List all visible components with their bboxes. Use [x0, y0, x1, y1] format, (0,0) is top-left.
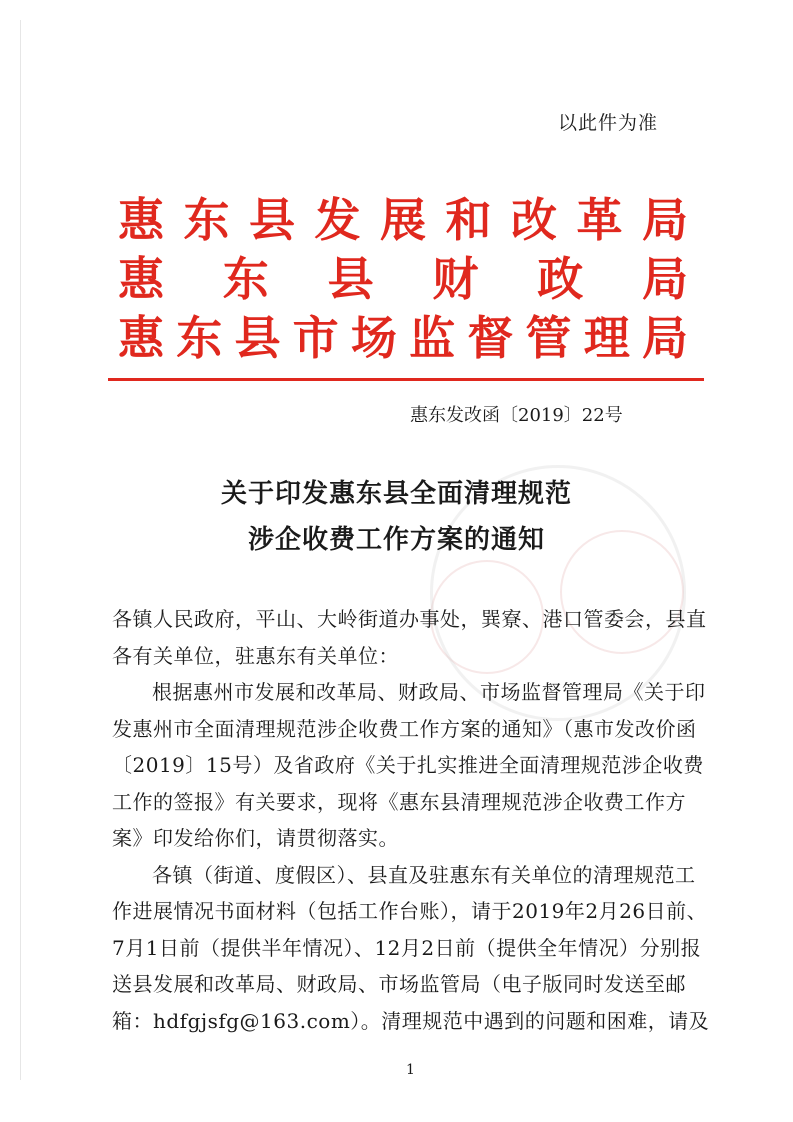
issuer-char: 理: [583, 311, 630, 365]
document-body: [112, 601, 712, 1039]
issuer-char: 局: [641, 311, 688, 365]
reference-note: 以此件为准: [558, 112, 659, 134]
issuer-char: 和: [445, 193, 492, 247]
issuer-char: 东: [222, 252, 269, 306]
issuer-char: 东: [176, 311, 223, 365]
document-title-line-1: 关于印发惠东县全面清理规范: [220, 479, 572, 509]
red-divider: [108, 378, 704, 381]
issuer-char: 惠: [118, 252, 164, 306]
issuer-char: 展: [380, 193, 426, 247]
issuer-char: 县: [234, 311, 281, 365]
addressee: 各镇人民政府，平山、大岭街道办事处，巽寮、港口管委会，县直各有关单位，驻惠东有关单位：: [112, 607, 707, 668]
issuer-char: 惠: [118, 193, 164, 247]
issuer-char: 改: [511, 193, 557, 247]
issuer-line-3: [118, 310, 688, 366]
body-paragraph-1: 根据惠州市发展和改革局、财政局、市场监督管理局《关于印发惠州市全面清理规范涉企收费工作方案的通知》（惠市发改价函〔2019〕15号）及省政府《关于扎实推进全面清理规范涉企收费工作的签报》有关要求，现将《惠东县清理规范涉企收费工作方案》印发给你们，请贯彻落实。: [112, 680, 706, 850]
issuer-char: 政: [537, 252, 584, 306]
body-paragraph-2: 各镇（街道、度假区）、县直及驻惠东有关单位的清理规范工作进展情况书面材料（包括工作台账），请于2019年2月26日前、7月1日前（提供半年情况）、12月2日前（提供全年情况）分别报送县发展和改革局、财政局、市场监管局（电子版同时发送至邮箱：hdfgjsfg@163.com）。清理规范中遇到的问题和困难，请及: [112, 862, 710, 1033]
document-number: 惠东发改函〔2019〕22号: [410, 405, 623, 426]
issuer-char: 场: [350, 311, 397, 365]
issuer-line-1: [118, 192, 688, 248]
document-title-line-2: 涉企收费工作方案的通知: [247, 525, 545, 555]
issuer-char: 局: [642, 193, 688, 247]
issuer-line-2: [118, 251, 688, 307]
issuer-char: 发: [314, 193, 361, 247]
page-number: 1: [406, 1062, 415, 1078]
issuer-char: 财: [432, 252, 479, 306]
issuer-char: 惠: [118, 311, 164, 365]
issuer-char: 县: [327, 252, 374, 306]
issuer-char: 监: [409, 311, 456, 365]
issuer-char: 东: [183, 193, 230, 247]
issuer-char: 市: [292, 311, 339, 365]
issuer-char: 管: [525, 311, 572, 365]
issuer-char: 局: [641, 252, 688, 306]
issuer-char: 革: [576, 193, 623, 247]
issuer-char: 县: [249, 193, 295, 247]
issuer-char: 督: [467, 311, 514, 365]
